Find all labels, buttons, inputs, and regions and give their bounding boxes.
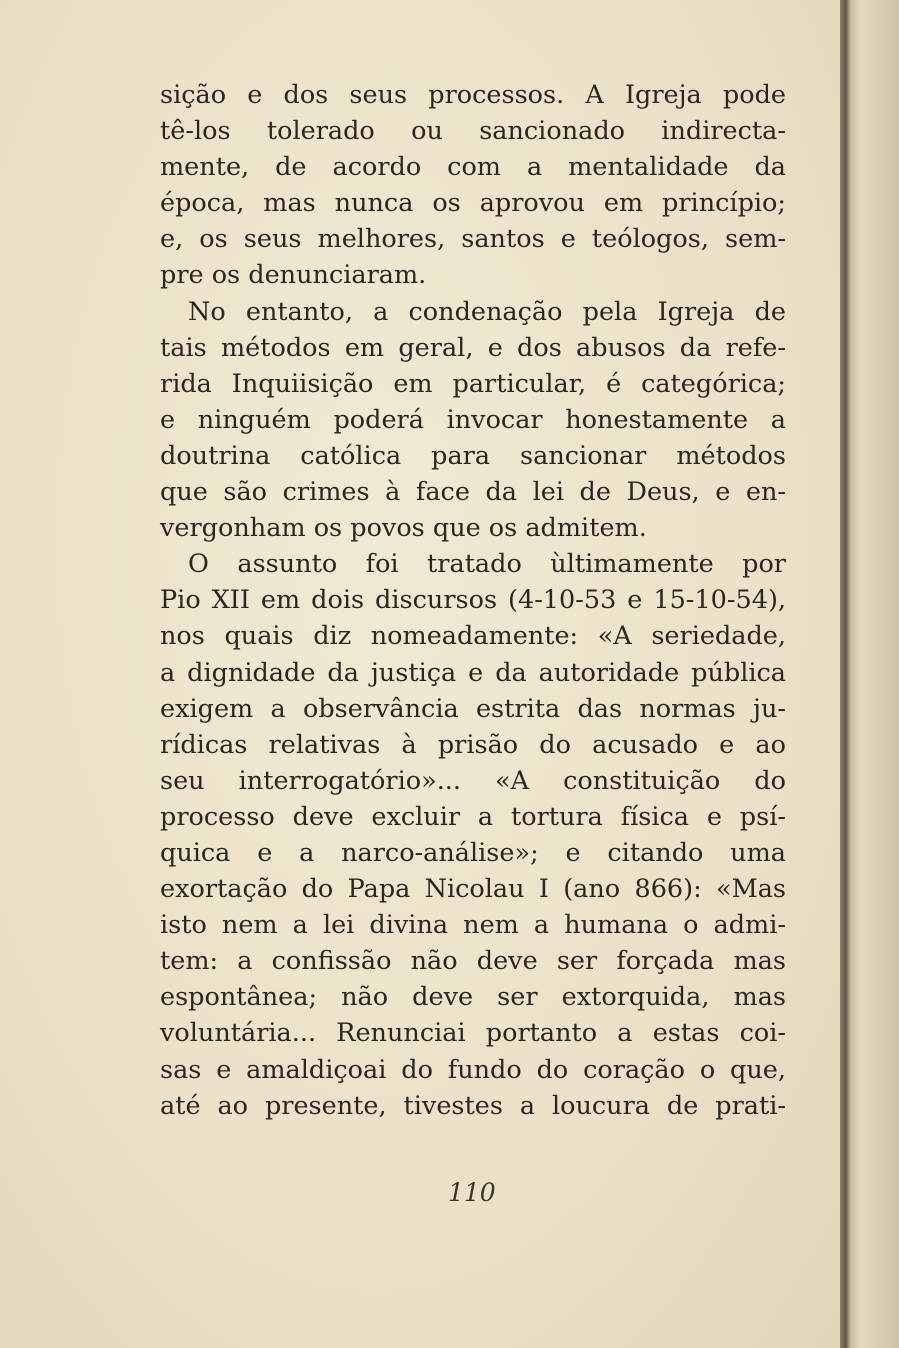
text-line: pre os denunciaram. (160, 260, 427, 291)
text-line: quica e a narco-análise»; e citando uma (160, 837, 786, 868)
text-line: rídicas relativas à prisão do acusado e ao (160, 729, 786, 760)
text-line: nos quais diz nomeadamente: «A seriedade, (160, 621, 786, 652)
text-line: seu interrogatório»... «A constituição do (160, 765, 786, 796)
body-text (160, 77, 786, 1124)
page-edge (840, 0, 899, 1348)
text-line: até ao presente, tivestes a loucura de prati- (160, 1090, 786, 1121)
text-line: sição e dos seus processos. A Igreja pode (160, 80, 786, 110)
text-line: e, os seus melhores, santos e teólogos, sem- (160, 224, 786, 255)
text-line: sas e amaldiçoai do fundo do coração o que, (160, 1054, 786, 1085)
text-line: tê-los tolerado ou sancionado indirecta- (160, 116, 786, 147)
text-line: exigem a observância estrita das normas ju- (160, 693, 786, 724)
text-line: vergonham os povos que os admitem. (160, 513, 647, 544)
text-line: doutrina católica para sancionar métodos (160, 440, 786, 471)
text-line: Pio XII em dois discursos (4-10-53 e 15-10-54), (160, 585, 786, 616)
text-line: isto nem a lei divina nem a humana o admi- (160, 910, 786, 941)
page-number: 110 (448, 1178, 496, 1207)
paragraph-start-line: O assunto foi tratado ùltimamente por (188, 549, 786, 580)
text-line: época, mas nunca os aprovou em princípio; (160, 188, 786, 219)
text-line: processo deve excluir a tortura física e psí- (160, 801, 786, 832)
text-line: rida Inquiisição em particular, é categórica; (160, 368, 786, 399)
text-line: mente, de acordo com a mentalidade da (160, 152, 786, 183)
text-line: exortação do Papa Nicolau I (ano 866): «Mas (160, 874, 786, 905)
paragraph-start-line: No entanto, a condenação pela Igreja de (188, 296, 786, 327)
text-line: voluntária... Renunciai portanto a estas coi- (160, 1018, 786, 1049)
text-line: tem: a confissão não deve ser forçada mas (160, 946, 786, 977)
text-line: espontânea; não deve ser extorquida, mas (160, 982, 786, 1013)
text-line: e ninguém poderá invocar honestamente a (160, 404, 786, 435)
text-line: a dignidade da justiça e da autoridade pública (160, 657, 786, 688)
text-line: tais métodos em geral, e dos abusos da refe- (160, 332, 786, 363)
text-line: que são crimes à face da lei de Deus, e en- (160, 477, 786, 508)
